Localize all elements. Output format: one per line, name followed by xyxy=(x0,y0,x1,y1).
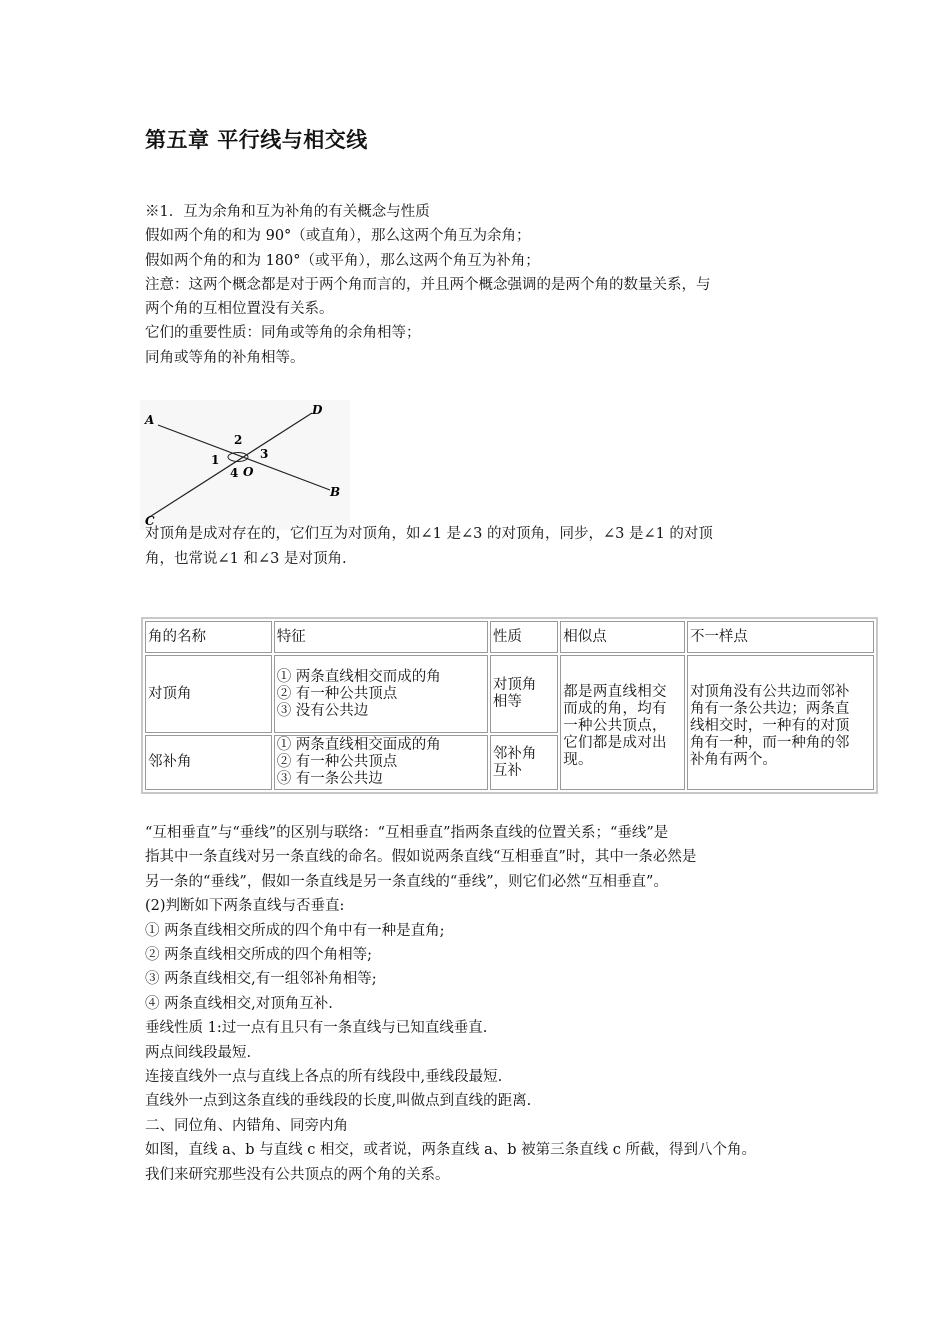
cell-similar xyxy=(560,655,685,790)
feature-item: ③ 没有公共边 xyxy=(276,702,369,719)
similar-line: 而成的角，均有 xyxy=(563,701,667,717)
text-line: 假如两个角的和为 180°（或平角），那么这两个角互为补角； xyxy=(145,252,540,269)
cell-features xyxy=(274,735,488,790)
cell-name: 邻补角 xyxy=(145,735,272,790)
text-line: 直线外一点到这条直线的垂线段的长度,叫做点到直线的距离. xyxy=(145,1093,532,1110)
point-label-B: B xyxy=(330,485,341,499)
text-line: 两个角的互相位置没有关系。 xyxy=(145,301,334,318)
text-line: “互相垂直”与“垂线”的区别与联络：“互相垂直”指两条直线的位置关系；“垂线”是 xyxy=(145,825,669,841)
header-cell: 不一样点 xyxy=(687,621,874,653)
cell-property xyxy=(490,655,558,733)
property-line: 对顶角 xyxy=(492,677,537,693)
header-cell: 特征 xyxy=(274,621,488,653)
section-complementary-supplementary xyxy=(145,200,815,370)
text-line: 我们来研究那些没有公共顶点的两个角的关系。 xyxy=(145,1166,450,1183)
text-line: 注意：这两个概念都是对于两个角而言的，并且两个概念强调的是两个角的数量关系，与 xyxy=(145,276,711,293)
text-line: 连接直线外一点与直线上各点的所有线段中,垂线段最短. xyxy=(145,1069,503,1086)
text-line: ② 两条直线相交所成的四个角相等; xyxy=(145,947,372,964)
figure-caption xyxy=(145,522,815,572)
page-title: 第五章 平行线与相交线 xyxy=(145,128,368,152)
different-line: 角有一条公共边；两条直 xyxy=(689,701,850,717)
header-cell: 性质 xyxy=(490,621,558,653)
text-line: 另一条的“垂线”，假如一条直线是另一条直线的“垂线”，则它们必然“互相垂直”。 xyxy=(145,873,668,890)
vertical-angles-figure xyxy=(140,400,350,530)
text-line: 对顶角是成对存在的，它们互为对顶角，如∠1 是∠3 的对顶角，同步，∠3 是∠1 的对顶 xyxy=(145,526,713,542)
cell-property xyxy=(490,735,558,790)
text-line: 如图，直线 a、b 与直线 c 相交，或者说，两条直线 a、b 被第三条直线 c 所截，得到八个角。 xyxy=(145,1142,756,1159)
cell-different xyxy=(687,655,874,790)
similar-line: 现。 xyxy=(563,752,593,768)
text-line: 二、同位角、内错角、同旁内角 xyxy=(145,1117,348,1134)
text-line: 同角或等角的补角相等。 xyxy=(145,349,305,366)
different-line: 角有一种，而一种角的邻 xyxy=(689,735,850,751)
property-line: 互补 xyxy=(492,762,522,779)
header-cell: 相似点 xyxy=(560,621,685,653)
section-perpendicular xyxy=(145,821,825,1187)
different-line: 线相交时，一种有的对顶 xyxy=(689,718,850,734)
property-line: 相等 xyxy=(492,694,522,710)
angle-label-2: 2 xyxy=(234,433,243,447)
text-line: ※1．互为余角和互为补角的有关概念与性质 xyxy=(145,204,430,220)
feature-item: ② 有一种公共顶点 xyxy=(276,754,398,770)
text-line: 指其中一条直线对另一条直线的命名。假如说两条直线“互相垂直”时，其中一条必然是 xyxy=(145,849,697,866)
cell-name: 对顶角 xyxy=(145,655,272,733)
text-line: 两点间线段最短. xyxy=(145,1044,252,1061)
similar-line: 它们都是成对出 xyxy=(563,735,667,751)
text-line: 假如两个角的和为 90°（或直角），那么这两个角互为余角； xyxy=(145,228,531,245)
feature-item: ③ 有一条公共边 xyxy=(276,771,383,787)
point-label-D: D xyxy=(312,403,323,417)
header-cell: 角的名称 xyxy=(145,621,272,653)
point-label-O: O xyxy=(243,465,254,479)
text-line: 垂线性质 1:过一点有且只有一条直线与已知直线垂直. xyxy=(145,1020,488,1037)
similar-line: 一种公共顶点， xyxy=(563,718,667,734)
angle-label-3: 3 xyxy=(260,447,269,461)
angle-comparison-table xyxy=(141,617,878,794)
similar-line: 都是两直线相交 xyxy=(563,684,667,700)
property-line: 邻补角 xyxy=(492,745,537,762)
angle-label-4: 4 xyxy=(230,466,239,480)
different-line: 对顶角没有公共边而邻补 xyxy=(689,684,850,700)
feature-item: ② 有一种公共顶点 xyxy=(276,685,398,702)
text-line: ③ 两条直线相交,有一组邻补角相等; xyxy=(145,971,377,988)
feature-item: ① 两条直线相交面成的角 xyxy=(276,737,441,753)
table-row xyxy=(145,655,874,733)
cell-features xyxy=(274,655,488,733)
text-line: 它们的重要性质：同角或等角的余角相等； xyxy=(145,325,421,342)
table-header-row xyxy=(145,621,874,653)
point-label-C: C xyxy=(145,514,155,528)
angle-label-1: 1 xyxy=(211,453,220,467)
text-line: ④ 两条直线相交,对顶角互补. xyxy=(145,995,333,1012)
feature-item: ① 两条直线相交而成的角 xyxy=(276,668,441,685)
text-line: (2)判断如下两条直线与否垂直: xyxy=(145,898,345,915)
point-label-A: A xyxy=(145,413,155,427)
different-line: 补角有两个。 xyxy=(689,752,777,768)
text-line: ① 两条直线相交所成的四个角中有一种是直角; xyxy=(145,922,445,939)
text-line: 角，也常说∠1 和∠3 是对顶角. xyxy=(145,551,347,567)
